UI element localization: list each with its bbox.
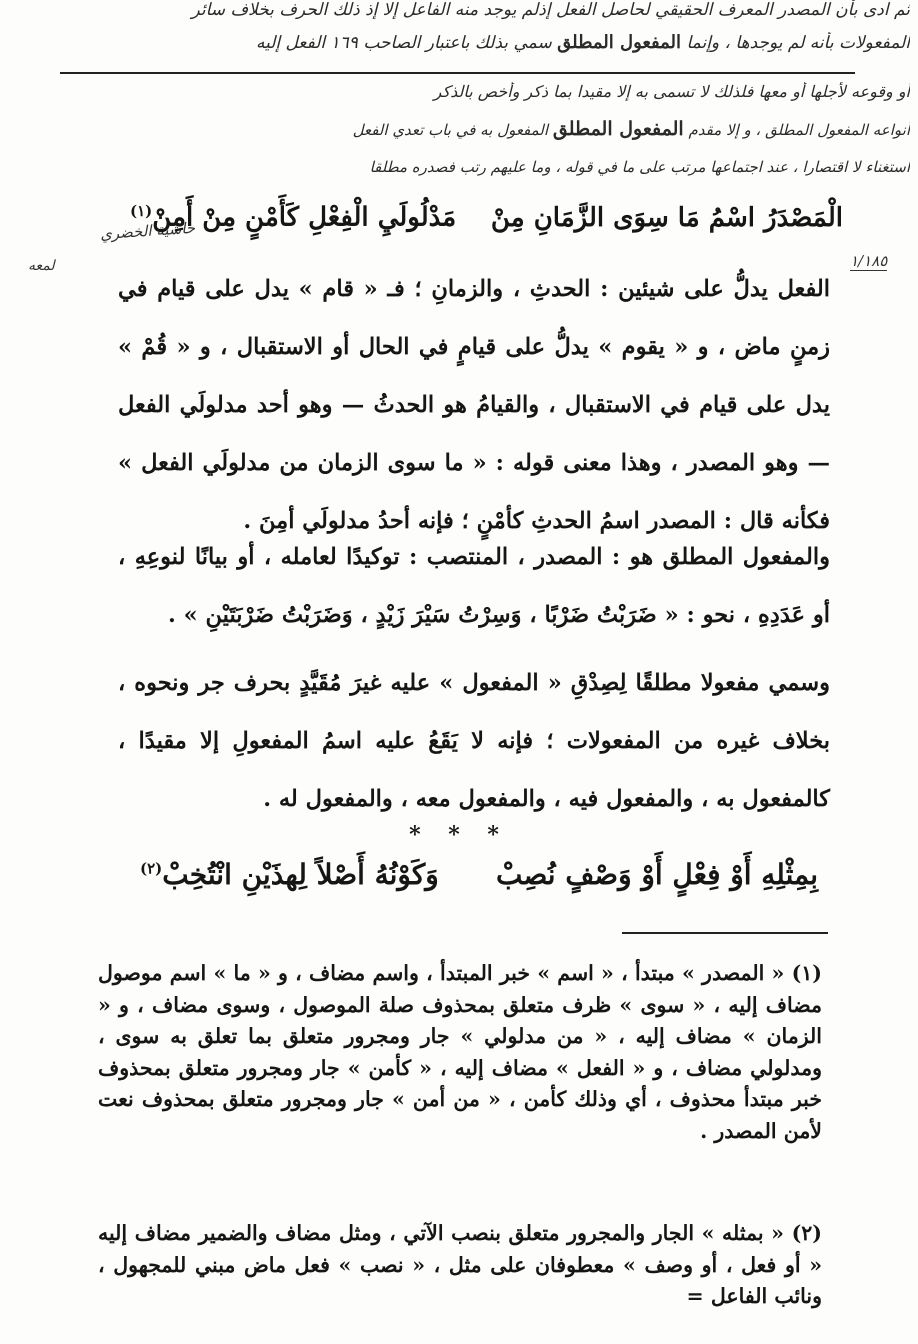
margin-note-extra: لمعه [28,258,55,274]
verse-2-hemistich-left [140,858,439,891]
footnote-1 [98,958,822,1147]
handwritten-line-4-start: أنواعه المفعول المطلق ، و إلا مقدم [688,121,910,139]
footnote-2-text: (٢) « بمثله » الجار والمجرور متعلق بنصب الآتي ، ومثل مضاف والضمير مضاف إليه « أو فعل ، أو وصف » معطوفان على مثل ، « نصب » فعل ماض مبني للمجهول ، ونائب الفاعل = [98,1221,822,1308]
margin-note-source: حاشية الخضري [99,218,196,244]
section-separator: * * * [409,822,509,848]
handwritten-line-2 [5,32,910,62]
handwritten-line-1: ثم ادى بأن المصدر المعرف الحقيقي لحاصل الفعل إذلم يوجد منه الفاعل إلا إذ ذلك الحرف بخلاف سائر [191,0,910,20]
footnote-2 [98,1218,822,1313]
handwritten-line-2-tail: سمي بذلك باعتبار الصاحب ١٦٩ الفعل إليه [255,33,552,53]
footnote-mark-1: (١) [130,202,153,220]
handwritten-line-4-header: المفعول المطلق [552,118,684,140]
footnote-mark-2: (٢) [140,859,163,878]
handwritten-line-4-tail: المفعول به في باب تعدي الفعل [352,121,549,139]
verse-1-hemistich-left [130,202,456,233]
body-paragraph-1-text: الفعل يدلُّ على شيئين : الحدثِ ، والزمانِ ؛ فـ « قام » يدل على قيام في زمنٍ ماض ، و « يقوم » يدلُّ على قيامٍ في الحال أو الاستقبال ، و « قُمْ » يدل على قيام في الاستقبال ، والقيامُ هو الحدثُ — وهو أحد مدلولَي الفعل — وهو المصدر ، وهذا معنى قوله : « ما سوى الزمان من مدلولَي الفعل » فكأنه قال : المصدر اسمُ الحدثِ كأمْنٍ ؛ فإنه أحدُ مدلولَي أمِنَ . [118,276,830,534]
verse-1-hemistich-right: الْمَصْدَرُ اسْمُ مَا سِوَى الزَّمَانِ مِنْ [490,202,843,233]
handwritten-line-5: استغناء لا اقتصارا ، عند اجتماعها مرتب على ما في قوله ، وما عليهم رتب فصدره مطلقا [369,158,910,176]
verse-2 [140,858,818,891]
body-paragraph-1 [118,260,830,550]
body-paragraph-3-text: وسمي مفعولا مطلقًا لِصِدْقِ « المفعول » عليه غيرَ مُقَيَّدٍ بحرف جر ونحوه ، بخلاف غيره من المفعولات ؛ فإنه لا يَقَعُ عليه اسمُ المفعولِ إلا مقيدًا ، كالمفعول به ، والمفعول فيه ، والمفعول معه ، والمفعول له . [118,670,830,812]
verse-1 [130,202,843,233]
margin-note-page-ref: ١/١٨٥ [850,252,888,270]
footnote-divider [622,932,828,934]
body-paragraph-2 [118,528,830,644]
handwritten-line-2-header: المفعول المطلق [557,32,682,53]
body-paragraph-3 [118,654,830,828]
verse-2-hemistich-right: بِمِثْلِهِ أَوْ فِعْلٍ أَوْ وَصْفٍ نُصِبْ [496,858,818,891]
handwritten-line-3: أو وقوعه لأجلها أو معها فلذلك لا تسمى به إلا مقيدا بما ذكر وأخص بالذكر [433,82,910,101]
verse-2-hemistich-left-text: وَكَوْنُهُ أَصْلاً لِهذَيْنِ انْتُخِبْ [162,858,439,891]
body-paragraph-2-text: والمفعول المطلق هو : المصدر ، المنتصب : توكيدًا لعامله ، أو بيانًا لنوعِهِ ، أو عَدَدِهِ ، نحو : « ضَرَبْتُ ضَرْبًا ، وَسِرْتُ سَيْرَ زَيْدٍ ، وَضَرَبْتُ ضَرْبَتَيْنِ » . [118,544,830,628]
top-divider [60,72,855,74]
verse-1-hemistich-left-text: مَدْلُولَيِ الْفِعْلِ كَأَمْنٍ مِنْ أَمِنْ [152,202,457,233]
footnote-1-text: (١) « المصدر » مبتدأ ، « اسم » خبر المبتدأ ، واسم مضاف ، و « ما » اسم موصول مضاف إليه ، « سوى » ظرف متعلق بمحذوف صلة الموصول ، وسوى مضاف ، و « الزمان » مضاف إليه ، « من مدلولي » جار ومجرور متعلق بما تعلق به سوى ، ومدلولي مضاف ، و « الفعل » مضاف إليه ، « كأمن » جار ومجرور متعلق بمحذوف خبر مبتدأ محذوف ، أي وذلك كأمن ، « من أمن » جار ومجرور متعلق بمحذوف نعت لأمن المصدر . [98,961,822,1143]
handwritten-line-2-start: المفعولات بأنه لم يوجدها ، وإنما [686,33,910,53]
handwritten-line-4 [10,118,910,150]
